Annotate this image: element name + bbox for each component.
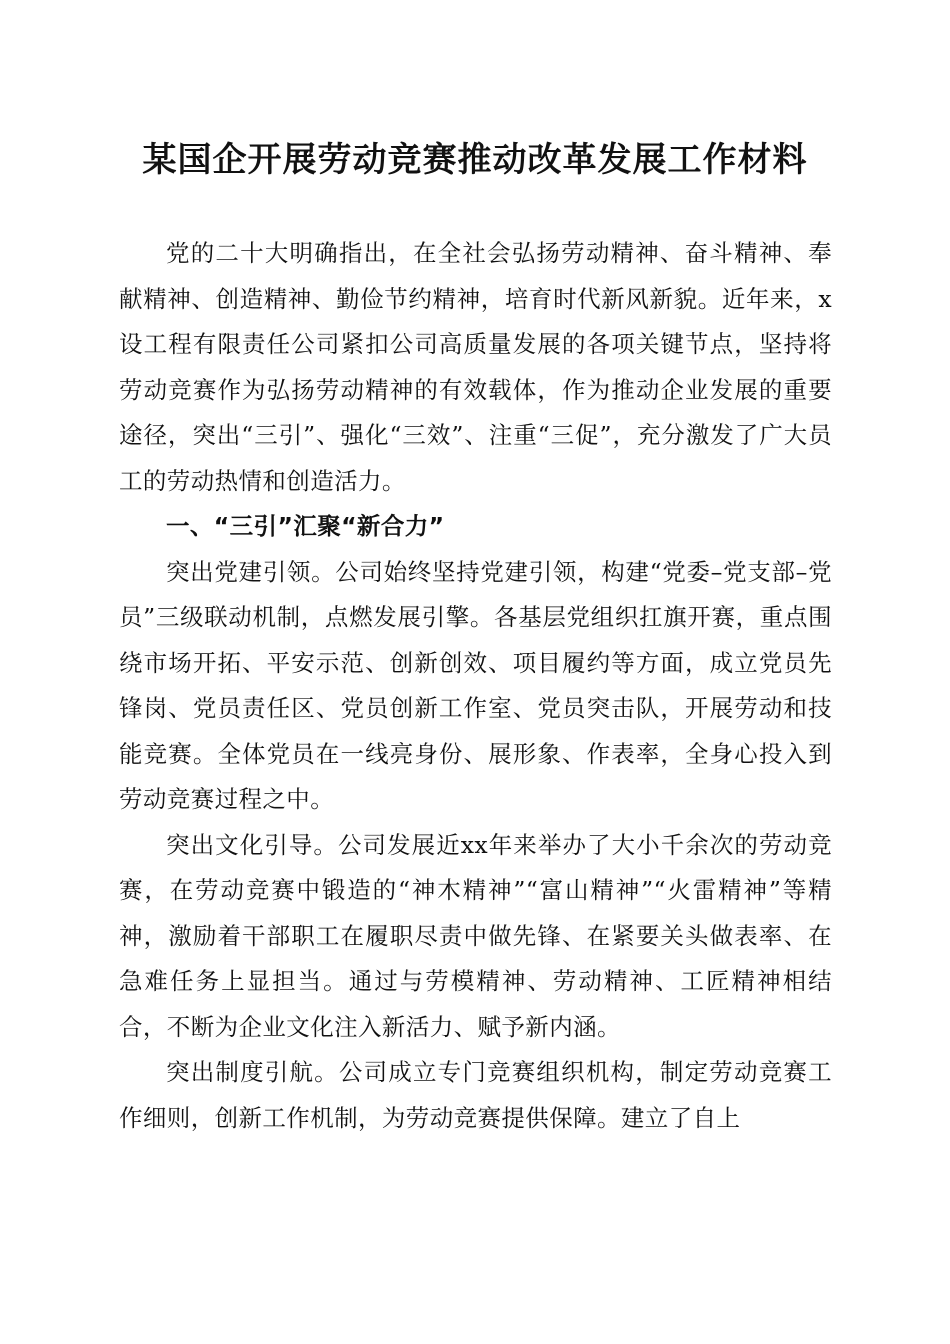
- intro-paragraph: 党的二十大明确指出，在全社会弘扬劳动精神、奋斗精神、奉献精神、创造精神、勤俭节约精神，培育时代新风新貌。近年来，x设工程有限责任公司紧扣公司高质量发展的各项关键节点，坚持将劳动竞赛作为弘扬劳动精神的有效载体，作为推动企业发展的重要途径，突出“三引”、强化“三效”、注重“三促”，充分激发了广大员工的劳动热情和创造活力。: [119, 239, 832, 495]
- document-title: 某国企开展劳动竞赛推动改革发展工作材料: [142, 140, 808, 180]
- paragraph-system-guidance: 突出制度引航。公司成立专门竞赛组织机构，制定劳动竞赛工作细则，创新工作机制，为劳动竞赛提供保障。建立了自上: [119, 1058, 832, 1132]
- paragraph-party-leadership: 突出党建引领。公司始终坚持党建引领，构建“党委–党支部–党员”三级联动机制，点燃发展引擎。各基层党组织扛旗开赛，重点围绕市场开拓、平安示范、创新创效、项目履约等方面，成立党员先锋岗、党员责任区、党员创新工作室、党员突击队，开展劳动和技能竞赛。全体党员在一线亮身份、展形象、作表率，全身心投入到劳动竞赛过程之中。: [119, 557, 832, 813]
- document-body: [119, 231, 832, 1141]
- section-heading: 一、“三引”汇聚“新合力”: [166, 512, 445, 540]
- paragraph-culture-guidance: 突出文化引导。公司发展近xx年来举办了大小千余次的劳动竞赛，在劳动竞赛中锻造的“神木精神”“富山精神”“火雷精神”等精神，激励着干部职工在履职尽责中做先锋、在紧要关头做表率、在急难任务上显担当。通过与劳模精神、劳动精神、工匠精神相结合，不断为企业文化注入新活力、赋予新内涵。: [119, 830, 832, 1041]
